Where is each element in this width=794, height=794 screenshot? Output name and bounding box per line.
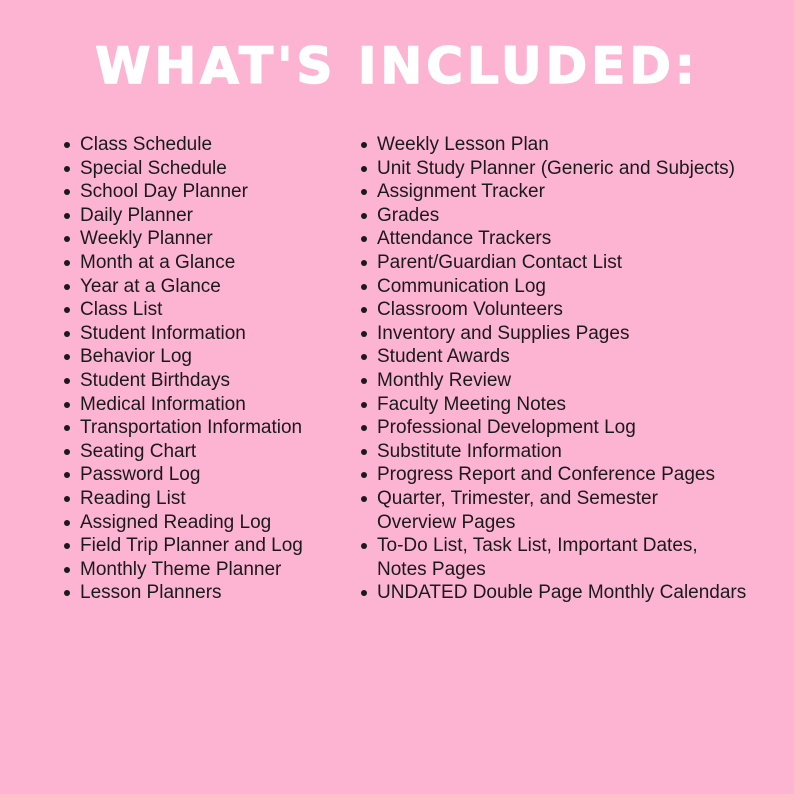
- list-item: Year at a Glance: [62, 275, 352, 299]
- list-item: Month at a Glance: [62, 251, 352, 275]
- list-item: Classroom Volunteers: [359, 298, 769, 322]
- list-item: Assignment Tracker: [359, 180, 769, 204]
- list-item: Weekly Lesson Plan: [359, 133, 769, 157]
- page-title: WHAT'S INCLUDED:: [95, 37, 699, 95]
- list-item: Assigned Reading Log: [62, 511, 352, 535]
- list-item: Monthly Theme Planner: [62, 558, 352, 582]
- list-item: Inventory and Supplies Pages: [359, 322, 769, 346]
- list-item: Faculty Meeting Notes: [359, 393, 769, 417]
- list-item: Weekly Planner: [62, 227, 352, 251]
- list-item: Attendance Trackers: [359, 227, 769, 251]
- list-item: Monthly Review: [359, 369, 769, 393]
- list-item: Student Awards: [359, 345, 769, 369]
- list-item: Transportation Information: [62, 416, 352, 440]
- included-list-left: [62, 133, 352, 605]
- list-item: UNDATED Double Page Monthly Calendars: [359, 581, 769, 605]
- list-item: To-Do List, Task List, Important Dates, Notes Pages: [359, 534, 769, 581]
- list-item: Reading List: [62, 487, 352, 511]
- list-item: Grades: [359, 204, 769, 228]
- list-item: Progress Report and Conference Pages: [359, 463, 769, 487]
- list-item: Field Trip Planner and Log: [62, 534, 352, 558]
- list-item: Quarter, Trimester, and Semester Overview Pages: [359, 487, 769, 534]
- list-item: Substitute Information: [359, 440, 769, 464]
- list-item: Student Birthdays: [62, 369, 352, 393]
- list-item: Professional Development Log: [359, 416, 769, 440]
- list-item: Seating Chart: [62, 440, 352, 464]
- list-item: School Day Planner: [62, 180, 352, 204]
- list-item: Password Log: [62, 463, 352, 487]
- list-item: Special Schedule: [62, 157, 352, 181]
- list-item: Communication Log: [359, 275, 769, 299]
- list-item: Lesson Planners: [62, 581, 352, 605]
- list-item: Daily Planner: [62, 204, 352, 228]
- list-item: Unit Study Planner (Generic and Subjects): [359, 157, 769, 181]
- list-item: Medical Information: [62, 393, 352, 417]
- list-item: Class List: [62, 298, 352, 322]
- list-item: Behavior Log: [62, 345, 352, 369]
- included-list-right: [359, 133, 769, 605]
- list-item: Parent/Guardian Contact List: [359, 251, 769, 275]
- list-item: Student Information: [62, 322, 352, 346]
- list-item: Class Schedule: [62, 133, 352, 157]
